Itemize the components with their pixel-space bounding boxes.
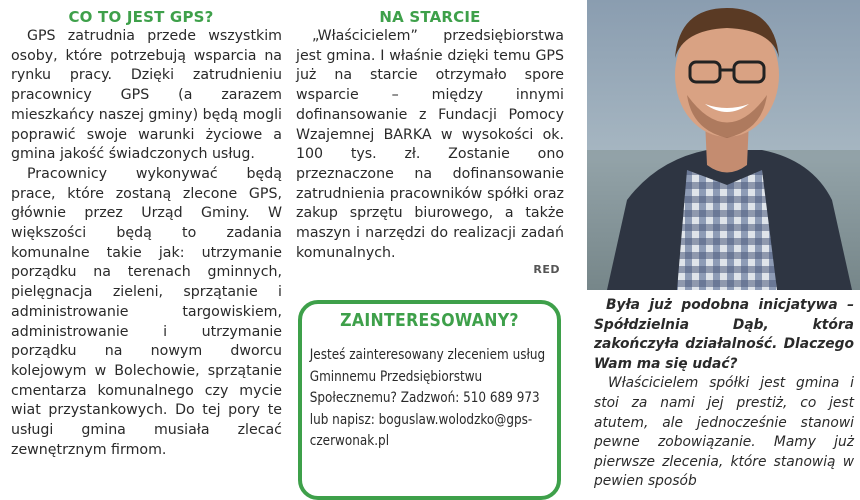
- article-column-1: [0, 0, 282, 460]
- column-1-body: [0, 27, 282, 460]
- contact-box-text: Jesteś zainteresowany zleceniem usług Gminnemu Przedsiębiorstwu Społecznemu? Zadzwoń: 510 689 973 lub napisz: boguslaw.wolodzko@gps-czerwonak.pl: [309, 347, 546, 449]
- contact-box: [298, 300, 561, 500]
- interview-question: Była już podobna inicjatywa – Spółdzielnia Dąb, która zakończyła działalność. Dlaczego Wam ma się udać?: [594, 297, 854, 372]
- paragraph: Pracownicy wykonywać będą prace, które zostaną zlecone GPS, głównie przez Urząd Gminy. W większości będą to zadania komunalne takie jak: utrzymanie porządku na terenach gminnych, pielęgnacja zieleni, sprzątanie i administrowanie targowiskiem, administrowanie i utrzymanie porządku na nowym dworcu kolejowym w Bolechowie, sprzątanie cmentarza komunalnego czy mycie wiat przystankowych. Do tej pory te usługi gmina musiała zlecać zewnętrznym firmom.: [11, 165, 282, 458]
- contact-box-heading: ZAINTERESOWANY?: [340, 311, 519, 331]
- paragraph: „Właścicielem” przedsiębiorstwa jest gmina. I właśnie dzięki temu GPS już na starcie otrzymało spore wsparcie – między innymi dofinansowanie z Fundacji Pomocy Wzajemnej BARKA w wysokości ok. 100 tys. zł. Zostanie ono przeznaczone na dofinansowanie zatrudnienia pracowników spółki oraz zakup sprzętu biurowego, a także maszyn i narzędzi do realizacji zadań komunalnych.: [296, 28, 564, 261]
- article-column-2: [296, 0, 564, 276]
- portrait-photo: [587, 0, 860, 290]
- portrait-image: [587, 0, 860, 290]
- heading-what-is-gps: CO TO JEST GPS?: [68, 8, 214, 26]
- interview-answer: Właścicielem spółki jest gmina i stoi za nami jej prestiż, co jest atutem, ale jednocześnie stanowi pewne zobowiązanie. Mamy już pierwsze zlecenia, które stanowią w pewien sposób: [594, 375, 854, 490]
- signature: RED: [533, 263, 560, 276]
- paragraph: GPS zatrudnia przede wszystkim osoby, które potrzebują wsparcia na rynku pracy. Dzięki zatrudnieniu pracownicy GPS (a zarazem mieszkańcy naszej gminy) będą mogli poprawić swoje warunki życiowe a gmina jakość świadczonych usług.: [11, 28, 282, 163]
- column-2-body: [296, 27, 564, 263]
- interview-column: [594, 296, 854, 492]
- heading-na-starcie: NA STARCIE: [379, 8, 481, 26]
